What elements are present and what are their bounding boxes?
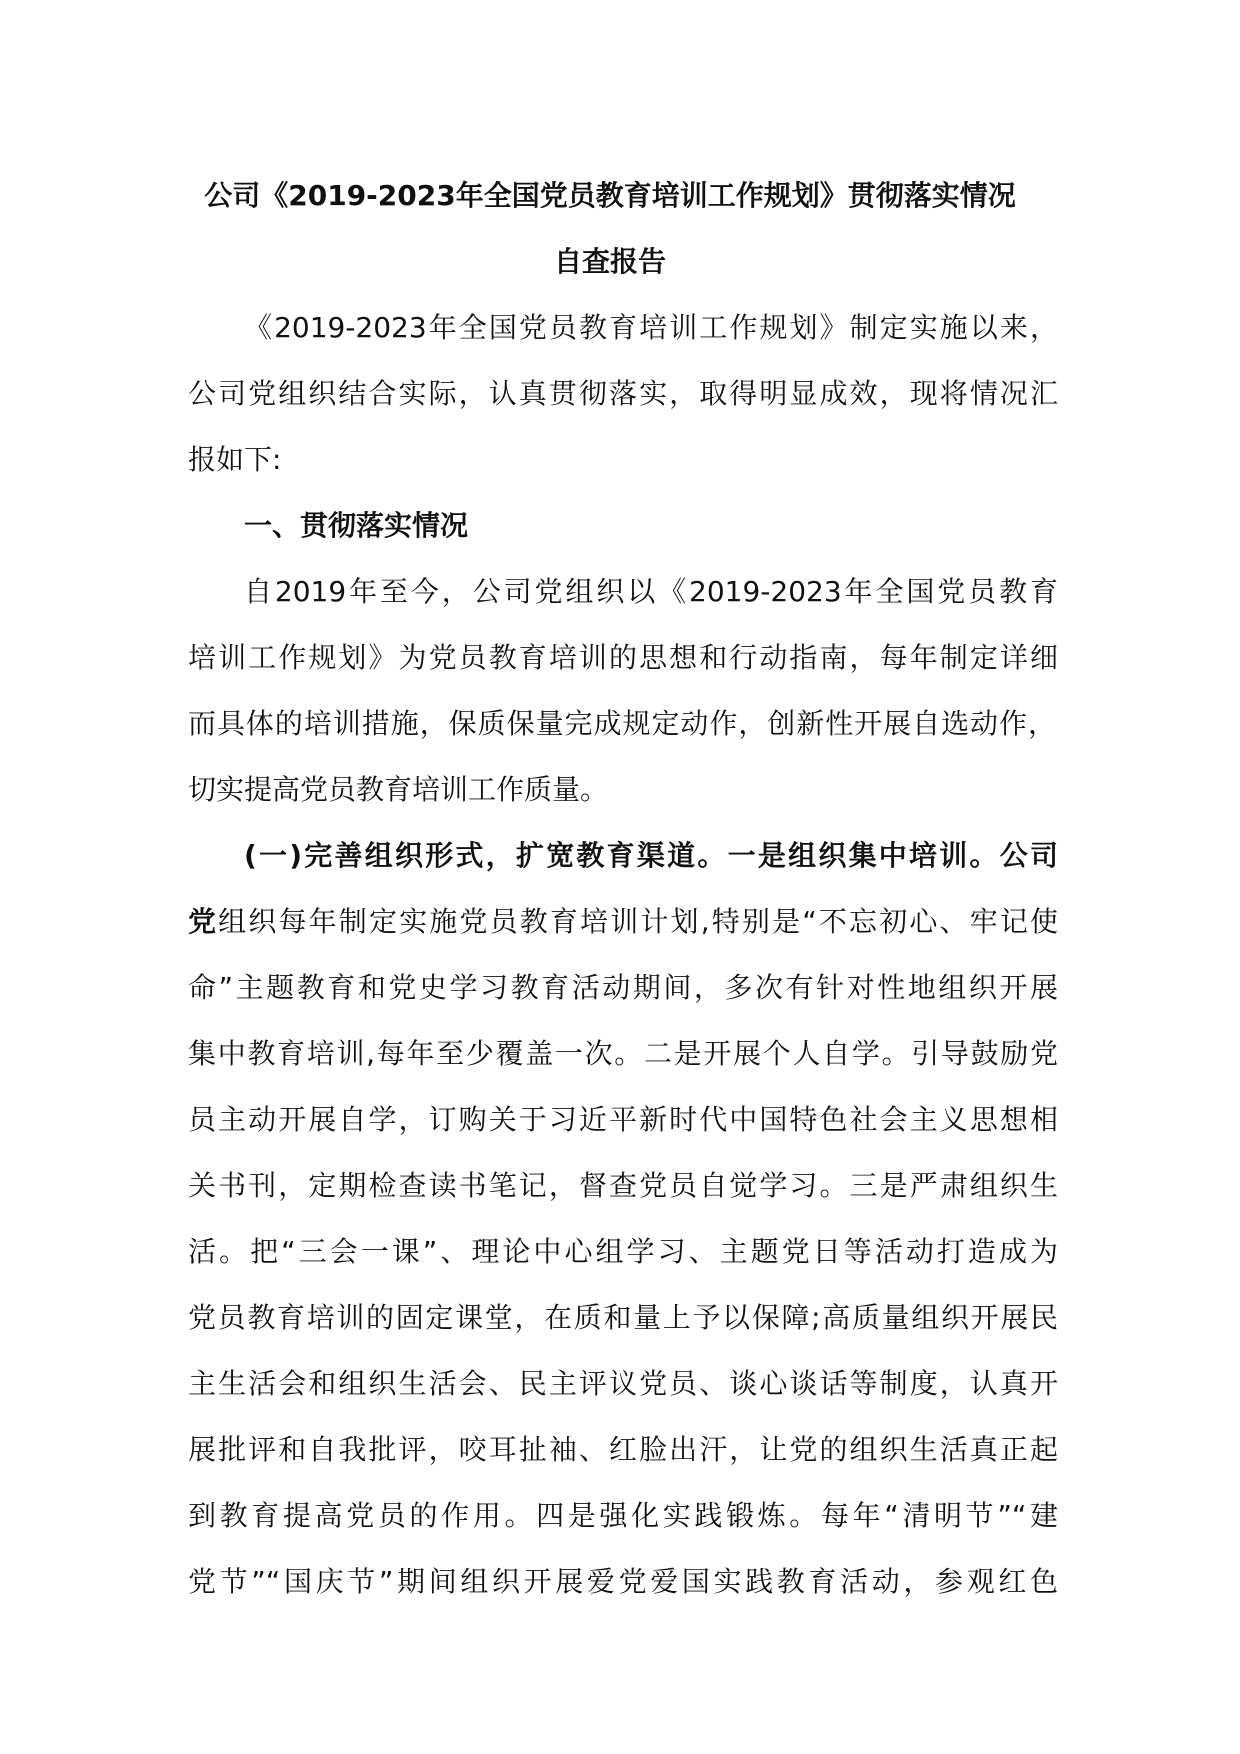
paragraph-line: 主生活会和组织生活会、民主评议党员、谈心谈话等制度，认真开 (188, 1367, 1058, 1400)
paragraph-line: 集中教育培训,每年至少覆盖一次。二是开展个人自学。引导鼓励党 (188, 1037, 1058, 1070)
paragraph-line: 展批评和自我批评，咬耳扯袖、红脸出汗，让党的组织生活真正起 (188, 1433, 1058, 1466)
paragraph-line: 自2019年至今，公司党组织以《2019-2023年全国党员教育 (244, 575, 1058, 608)
paragraph-line: 员主动开展自学，订购关于习近平新时代中国特色社会主义思想相 (188, 1103, 1058, 1136)
paragraph-line: 活。把“三会一课”、理论中心组学习、主题党日等活动打造成为 (188, 1235, 1058, 1268)
paragraph-text: 组织每年制定实施党员教育培训计划,特别是“不忘初心、牢记使 (218, 905, 1058, 938)
paragraph-line: 培训工作规划》为党员教育培训的思想和行动指南，每年制定详细 (188, 641, 1058, 674)
paragraph-line: 公司党组织结合实际，认真贯彻落实，取得明显成效，现将情况汇 (188, 377, 1058, 410)
paragraph-line: 党员教育培训的固定课堂，在质和量上予以保障;高质量组织开展民 (188, 1301, 1058, 1334)
paragraph-line: 切实提高党员教育培训工作质量。 (188, 773, 609, 806)
section-heading: 一、贯彻落实情况 (244, 509, 469, 542)
bold-fragment: 党 (188, 905, 219, 938)
paragraph-line: 《2019-2023年全国党员教育培训工作规划》制定实施以来， (244, 311, 1058, 344)
document-title-line-1: 公司《2019-2023年全国党员教育培训工作规划》贯彻落实情况 (204, 179, 1016, 212)
paragraph-line (188, 902, 1058, 942)
paragraph-line: 而具体的培训措施，保质保量完成规定动作，创新性开展自选动作， (188, 707, 1056, 740)
paragraph-line: 报如下: (188, 443, 282, 476)
paragraph-line: 党节”“国庆节”期间组织开展爱党爱国实践教育活动，参观红色 (188, 1565, 1058, 1598)
paragraph-line: 命”主题教育和党史学习教育活动期间，多次有针对性地组织开展 (188, 971, 1058, 1004)
paragraph-line: 到教育提高党员的作用。四是强化实践锻炼。每年“清明节”“建 (188, 1499, 1058, 1532)
paragraph-line: 关书刊，定期检查读书笔记，督查党员自觉学习。三是严肃组织生 (188, 1169, 1058, 1202)
subsection-heading-line: (一)完善组织形式，扩宽教育渠道。一是组织集中培训。公司 (244, 839, 1058, 872)
document-title-line-2: 自查报告 (553, 245, 666, 278)
